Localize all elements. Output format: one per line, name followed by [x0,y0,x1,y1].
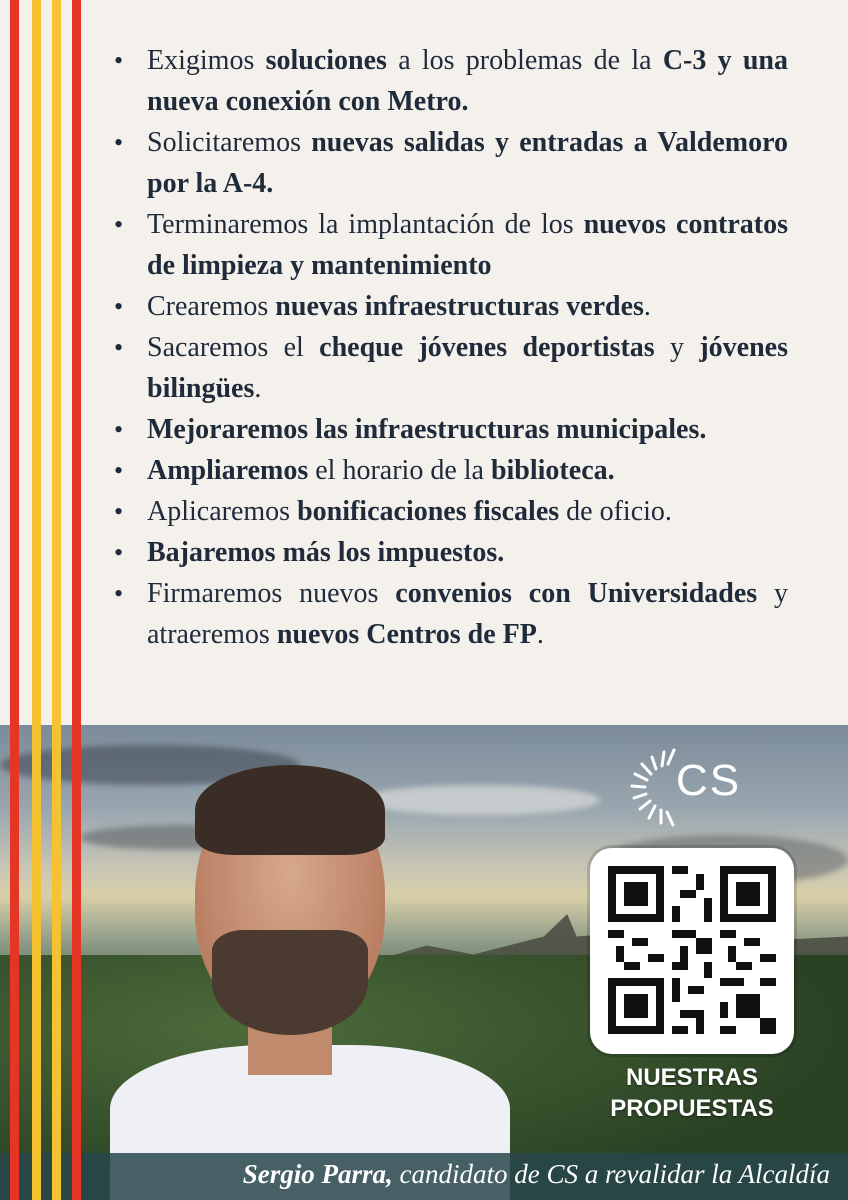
proposal-bold-text: Mejoraremos las infraestructuras municipales. [147,414,707,445]
proposal-bold-text: convenios con Universidades [395,578,758,609]
proposal-text: y [654,332,700,363]
proposals-list [112,40,788,655]
proposal-text: a los problemas de la [386,45,663,76]
qr-label-line2: PROPUESTAS [610,1095,774,1122]
proposal-bold-text: nuevos Centros de FP [276,619,537,650]
qr-code-icon[interactable] [608,866,776,1034]
proposal-text: y atraeremos [147,578,789,650]
proposal-bold-text: C-3 y una nueva conexión con Metro. [147,45,788,117]
proposal-text: . [536,619,544,650]
beard [212,930,368,1035]
red-stripe-right [72,0,81,1200]
proposal-bold-text: nuevas salidas y entradas a Valdemoro por la A-4. [147,127,788,199]
qr-label [590,1062,794,1124]
caption-text [98,1159,830,1190]
proposal-bold-text: jóvenes bilingües [147,332,788,404]
proposal-item [112,573,788,655]
proposal-text: Solicitaremos [147,127,312,158]
proposal-item [112,327,788,409]
proposal-bold-text: nuevos contratos de limpieza y mantenimiento [147,209,788,281]
proposal-text: de oficio. [559,496,672,527]
cs-logo [628,742,758,832]
cs-logo-rays-icon [628,742,678,832]
hair [195,765,385,855]
yellow-stripe-left [32,0,41,1200]
proposal-text: el horario de la [308,455,491,486]
proposal-text: Terminaremos la implantación de los [147,209,584,240]
caption-bar [0,1153,848,1200]
proposal-bold-text: soluciones [265,45,387,76]
caption-description: candidato de CS a revalidar la Alcaldía [392,1159,830,1189]
proposals-section [112,40,788,655]
proposal-bold-text: Ampliaremos [147,455,309,486]
red-stripe-left [10,0,19,1200]
proposal-text: Aplicaremos [147,496,298,527]
candidate-name: Sergio Parra, [242,1159,393,1189]
proposal-text: Sacaremos el [147,332,320,363]
proposal-item [112,491,788,532]
proposal-item [112,532,788,573]
proposal-text: . [254,373,262,404]
proposal-item [112,122,788,204]
proposal-bold-text: cheque jóvenes deportistas [319,332,655,363]
proposal-item [112,450,788,491]
proposal-bold-text: Bajaremos más los impuestos. [147,537,505,568]
qr-code-card[interactable] [590,848,794,1054]
proposal-text: Exigimos [147,45,266,76]
proposal-text: Crearemos [147,291,276,322]
proposal-bold-text: bonificaciones fiscales [297,496,560,527]
proposal-text: Firmaremos nuevos [147,578,396,609]
proposal-bold-text: biblioteca. [490,455,615,486]
proposal-bold-text: nuevas infraestructuras verdes [275,291,644,322]
proposal-item [112,204,788,286]
candidate-portrait [100,765,520,1200]
qr-label-line1: NUESTRAS [625,1064,758,1091]
cs-logo-text: CS [676,756,742,805]
proposal-item [112,409,788,450]
proposal-item [112,286,788,327]
yellow-stripe-right [52,0,61,1200]
proposal-item [112,40,788,122]
proposal-text: . [643,291,651,322]
